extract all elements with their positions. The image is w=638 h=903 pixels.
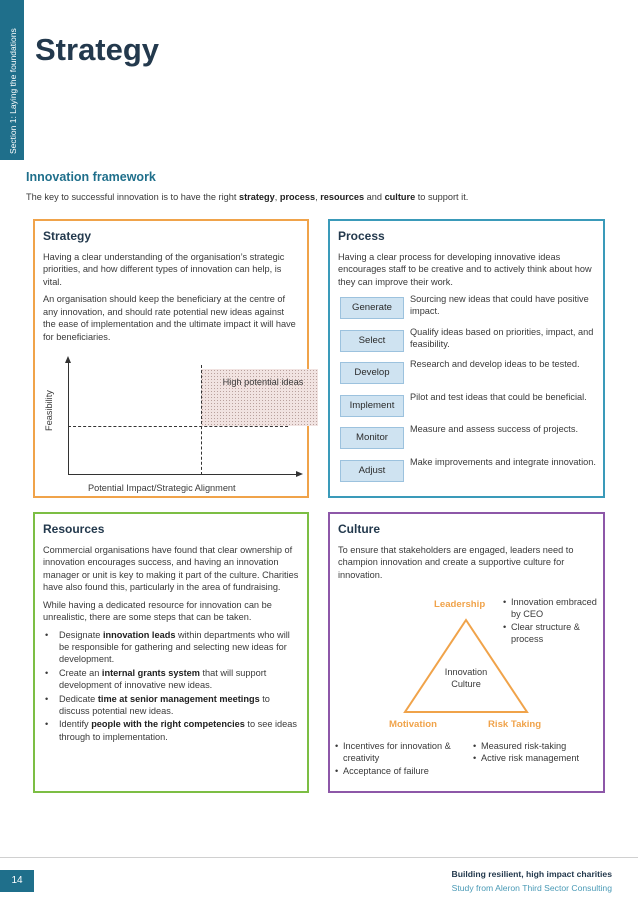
framework-intro: The key to successful innovation is to have the right strategy, process, resources and culture to support it. <box>26 192 469 202</box>
resources-paragraph-1: Commercial organisations have found that clear ownership of innovation encourages success, and having an innovation manager or unit is key to making it part of the culture. Charities have also found this, particularly in the area of fundraising. <box>43 545 299 593</box>
y-axis-arrow <box>65 356 71 363</box>
page-title: Strategy <box>35 32 160 67</box>
step-description: Make improvements and integrate innovation. <box>410 456 596 467</box>
process-step <box>336 423 600 456</box>
vertical-divider <box>201 365 202 475</box>
process-steps <box>336 293 600 488</box>
list-item: • Create an internal grants system that will support development of innovative new ideas. <box>43 667 299 692</box>
step-label-select: Select <box>340 330 404 352</box>
leadership-list <box>502 596 602 646</box>
high-potential-label: High potential ideas <box>222 377 304 387</box>
y-axis <box>68 363 69 475</box>
list-item: • Incentives for innovation & creativity <box>334 740 464 765</box>
y-axis-label: Feasibility <box>44 390 54 431</box>
process-step <box>336 456 600 489</box>
priority-matrix <box>68 363 304 475</box>
footer-divider <box>0 857 638 858</box>
keyword-strategy: strategy <box>238 192 275 202</box>
process-intro: Having a clear process for developing innovative ideas encourages staff to be creative and to actively think about how they can improve their work. <box>338 252 592 287</box>
list-item: • Acceptance of failure <box>334 765 464 777</box>
x-axis <box>68 474 296 475</box>
process-heading: Process <box>338 229 385 243</box>
motivation-list <box>334 740 464 777</box>
keyword-culture: culture <box>384 192 416 202</box>
section-tab <box>0 0 24 160</box>
risk-taking-list <box>472 740 602 765</box>
step-description: Qualify ideas based on priorities, impact, and feasibility. <box>410 326 594 349</box>
strategy-paragraph-1: Having a clear understanding of the organisation’s strategic priorities, and how different types of innovation can help, is vital. <box>43 252 285 287</box>
x-axis-label: Potential Impact/Strategic Alignment <box>88 483 236 493</box>
footer-subtitle: Study from Aleron Third Sector Consulting <box>451 883 612 893</box>
process-step <box>336 293 600 326</box>
resources-paragraph-2: While having a dedicated resource for innovation can be unrealistic, there are some steps that can be taken. <box>43 599 272 623</box>
step-description: Sourcing new ideas that could have positive impact. <box>410 294 589 317</box>
list-item: • Measured risk-taking <box>472 740 602 752</box>
section-tab-label: Section 1: Laying the foundations <box>8 28 18 154</box>
resources-panel <box>33 512 309 793</box>
step-label-generate: Generate <box>340 297 404 319</box>
list-item: • Designate innovation leads within departments who will be responsible for gathering and selecting new ideas for development. <box>43 629 299 666</box>
framework-heading: Innovation framework <box>26 170 156 184</box>
keyword-resources: resources <box>320 192 365 202</box>
list-item: • Identify people with the right competencies to see ideas through to implementation. <box>43 718 299 743</box>
list-item: • Clear structure & process <box>502 621 602 646</box>
horizontal-divider <box>68 426 288 427</box>
strategy-panel <box>33 219 309 498</box>
x-axis-arrow <box>296 471 303 477</box>
innovation-culture-label: Innovation Culture <box>444 667 488 690</box>
process-step <box>336 391 600 424</box>
process-step <box>336 326 600 359</box>
culture-panel <box>328 512 605 793</box>
page-number: 14 <box>0 870 34 892</box>
list-item: • Dedicate time at senior management meetings to discuss potential new ideas. <box>43 693 299 718</box>
step-description: Research and develop ideas to be tested. <box>410 359 580 369</box>
leadership-label: Leadership <box>434 599 486 610</box>
keyword-process: process <box>279 192 316 202</box>
step-label-monitor: Monitor <box>340 427 404 449</box>
footer-title: Building resilient, high impact charities <box>451 869 612 879</box>
strategy-heading: Strategy <box>43 229 92 243</box>
list-item: • Active risk management <box>472 752 602 764</box>
culture-heading: Culture <box>338 522 380 536</box>
risk-taking-label: Risk Taking <box>488 719 542 730</box>
strategy-paragraph-2: An organisation should keep the beneficiary at the centre of any innovation, and should rate potential new ideas against the ease of implementation and the ultimate impact it will have for beneficiaries. <box>43 294 296 342</box>
step-description: Measure and assess success of projects. <box>410 424 579 434</box>
process-panel <box>328 219 605 498</box>
process-step <box>336 358 600 391</box>
motivation-label: Motivation <box>389 719 437 730</box>
step-label-develop: Develop <box>340 362 404 384</box>
culture-intro: To ensure that stakeholders are engaged, leaders need to champion innovation and create a supportive culture for innovation. <box>338 545 574 580</box>
step-description: Pilot and test ideas that could be beneficial. <box>410 391 587 402</box>
resources-steps-list <box>43 629 299 744</box>
resources-heading: Resources <box>43 522 105 536</box>
step-label-adjust: Adjust <box>340 460 404 482</box>
list-item: • Innovation embraced by CEO <box>502 596 602 621</box>
step-label-implement: Implement <box>340 395 404 417</box>
